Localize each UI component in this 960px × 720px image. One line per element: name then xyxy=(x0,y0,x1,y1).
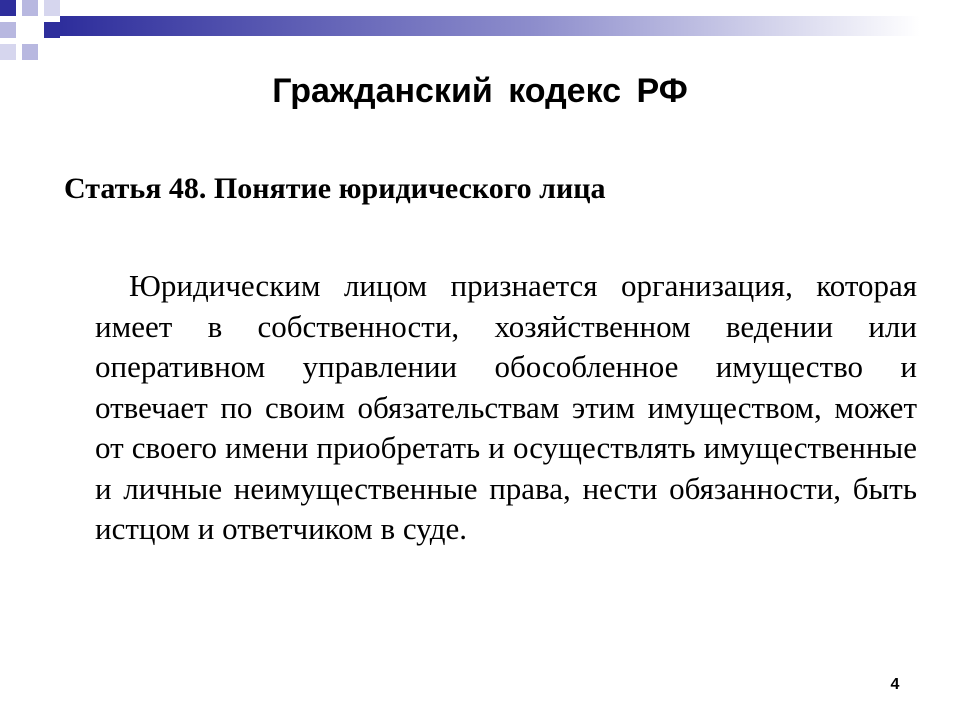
deco-square xyxy=(0,0,16,16)
deco-square xyxy=(44,22,60,38)
article-body-text: Юридическим лицом признается организация, которая имеет в собственности, хозяйственном ведении или оперативном управлении обособленное имущество и отвечает по своим обязательствам этим имуществом, может от своего имени приобретать и осуществлять имущественные и личные неимущественные права, нести обязанности, быть истцом и ответчиком в суде. xyxy=(95,268,917,546)
page-number: 4 xyxy=(890,676,900,693)
deco-square xyxy=(22,0,38,16)
header-decoration xyxy=(0,0,960,70)
deco-square xyxy=(44,0,60,16)
deco-bar xyxy=(60,16,920,36)
deco-square xyxy=(0,44,16,60)
deco-square xyxy=(0,22,16,38)
slide-title: Гражданский кодекс РФ xyxy=(272,72,688,110)
article-heading: Статья 48. Понятие юридического лица xyxy=(64,172,606,205)
deco-square xyxy=(22,44,38,60)
